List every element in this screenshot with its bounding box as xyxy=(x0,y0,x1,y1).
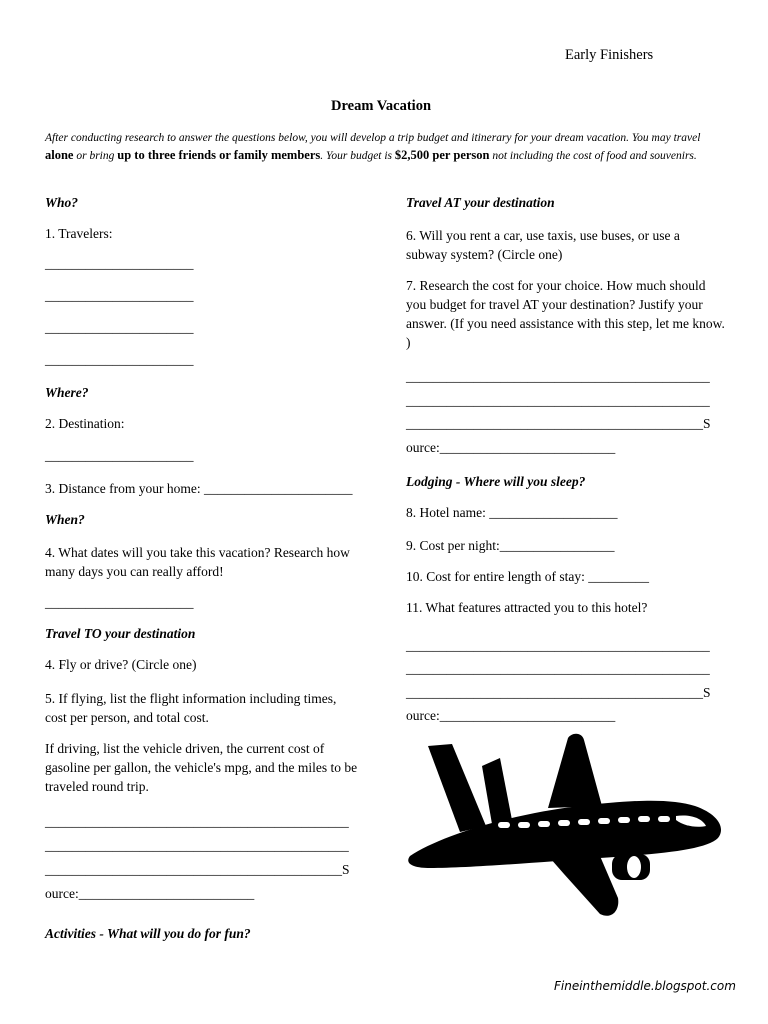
q5-driving-info: If driving, list the vehicle driven, the current cost of gasoline per gallon, the vehicle's mpg, and the miles to be traveled round trip. xyxy=(45,741,358,794)
features-line-3[interactable]: ____________________________________________S xyxy=(406,685,711,700)
footer-website[interactable]: Fineinthemiddle.blogspot.com xyxy=(554,979,736,993)
dates-line[interactable]: ______________________ xyxy=(45,595,194,610)
when-heading: When? xyxy=(45,512,85,527)
q9-cost-per-night[interactable]: 9. Cost per night:_________________ xyxy=(406,538,615,553)
q10-cost-total[interactable]: 10. Cost for entire length of stay: _________ xyxy=(406,569,649,584)
q4-fly-or-drive: 4. Fly or drive? (Circle one) xyxy=(45,657,197,672)
where-heading: Where? xyxy=(45,385,89,400)
q6-transport: 6. Will you rent a car, use taxis, use buses, or use a subway system? (Circle one) xyxy=(406,228,680,262)
page-title: Dream Vacation xyxy=(331,98,432,114)
traveler-line-3[interactable]: ______________________ xyxy=(45,320,194,335)
travel-to-heading: Travel TO your destination xyxy=(45,626,196,641)
features-line-2[interactable]: _____________________________________________ xyxy=(406,661,710,676)
travel-at-line-3[interactable]: ____________________________________________S xyxy=(406,416,711,431)
travel-to-line-3[interactable]: ____________________________________________S xyxy=(45,862,350,877)
traveler-line-2[interactable]: ______________________ xyxy=(45,288,194,303)
activities-heading: Activities - What will you do for fun? xyxy=(45,926,251,941)
q5-flight-info: 5. If flying, list the flight information including times, cost per person, and total cost. xyxy=(45,691,337,725)
travel-at-source[interactable]: ource:__________________________ xyxy=(406,440,616,455)
airplane-icon xyxy=(400,728,730,928)
destination-line[interactable]: ______________________ xyxy=(45,448,194,463)
who-heading: Who? xyxy=(45,195,79,210)
q7-budget: 7. Research the cost for your choice. How much should you budget for travel AT your destination? Justify your answer. (If you need assistance with this step, let me know. ) xyxy=(406,278,725,350)
travel-at-line-1[interactable]: _____________________________________________ xyxy=(406,369,710,384)
features-line-1[interactable]: _____________________________________________ xyxy=(406,638,710,653)
intro-paragraph: After conducting research to answer the questions below, you will develop a trip budget and itinerary for your dream vacation. You may travel alone or bring up to three friends or family members. Your budget is $2,500 per person not including the cost of food and souvenirs. xyxy=(45,132,701,162)
traveler-line-1[interactable]: ______________________ xyxy=(45,256,194,271)
q2-destination: 2. Destination: xyxy=(45,416,125,431)
traveler-line-4[interactable]: ______________________ xyxy=(45,352,194,367)
q4-dates: 4. What dates will you take this vacation? Research how many days you can really afford! xyxy=(45,545,350,579)
travel-at-heading: Travel AT your destination xyxy=(406,195,555,210)
q11-features: 11. What features attracted you to this hotel? xyxy=(406,600,648,615)
q8-hotel-name[interactable]: 8. Hotel name: ___________________ xyxy=(406,505,618,520)
travel-to-line-1[interactable]: _____________________________________________ xyxy=(45,814,349,829)
travel-to-source[interactable]: ource:__________________________ xyxy=(45,886,255,901)
q1-travelers: 1. Travelers: xyxy=(45,226,113,241)
lodging-heading: Lodging - Where will you sleep? xyxy=(406,474,586,489)
travel-at-line-2[interactable]: _____________________________________________ xyxy=(406,393,710,408)
q3-distance[interactable]: 3. Distance from your home: ______________________ xyxy=(45,481,353,496)
features-source[interactable]: ource:__________________________ xyxy=(406,708,616,723)
travel-to-line-2[interactable]: _____________________________________________ xyxy=(45,838,349,853)
early-finishers-label: Early Finishers xyxy=(565,47,654,63)
